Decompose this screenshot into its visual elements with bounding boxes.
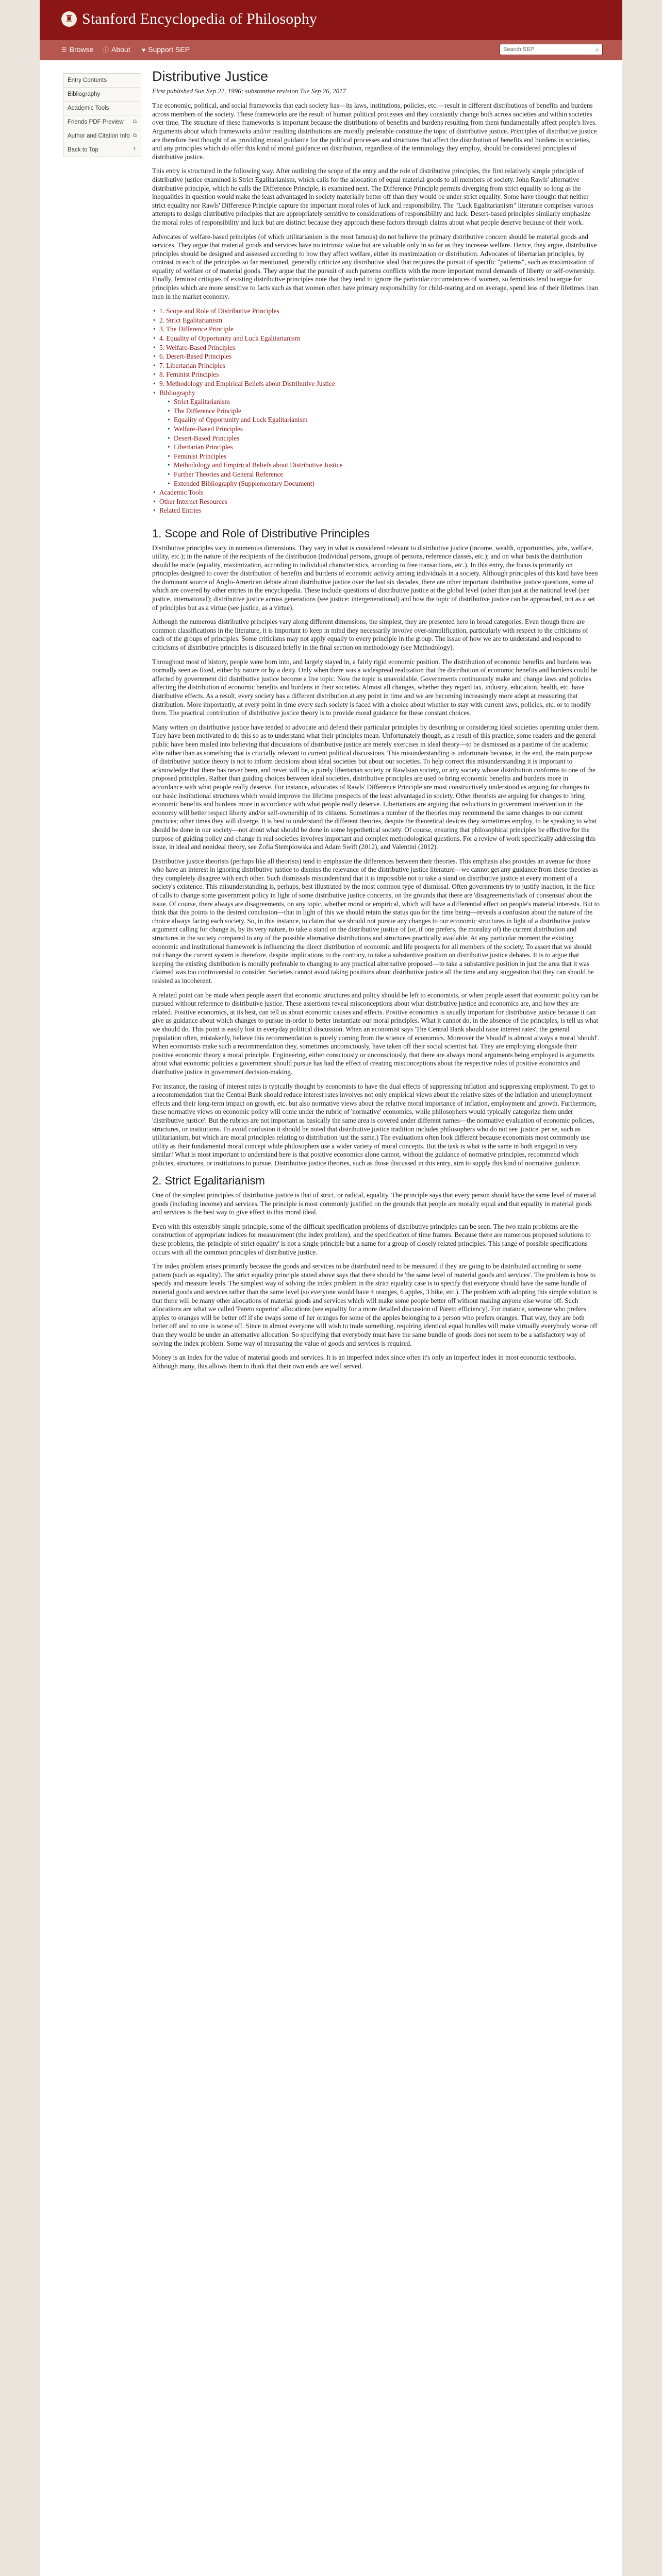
toc-sublink[interactable]: The Difference Principle bbox=[174, 406, 241, 415]
page-title: Distributive Justice bbox=[152, 69, 269, 84]
site-header bbox=[40, 0, 622, 40]
sidebar-item-back-to-top[interactable] bbox=[63, 143, 141, 157]
sidebar-item-citation-info[interactable] bbox=[63, 129, 141, 143]
toc-subitem bbox=[167, 415, 600, 425]
toc-item bbox=[152, 352, 600, 361]
toc-item bbox=[152, 334, 600, 343]
nav-bar bbox=[40, 40, 622, 60]
body-paragraph: Many writers on distributive justice have tended to advocate and defend their particular principles by describing or considering ideal societies operating under them. They have been motivated to do this so as to understand what their principles mean. Unfortunately though, as a result of this practice, some readers and the general public have been misled into believing that discussions of distributive justice are merely exercises in ideal theory—to be dismissed as a pastime of the academic elite rather than as something that is crucially relevant to current political discussions. This misunderstanding is unfortunate because, in the end, the main purpose of distributive justice theory is not to inform decisions about ideal societies but about our societies. To help correct this misunderstanding it is important to acknowledge that there has never been, and never will be, a purely libertarian society or Rawlsian society, or any society whose distribution conforms to one of the proposed principles. Rather than guiding choices between ideal societies, distributive principles are used to bring economic benefits and burdens more in accordance with what people really deserve. For instance, advocates of Rawls' Difference Principle are most constructively understood as arguing for changes to our basic institutional structures which would improve the lifetime prospects of the least advantaged in society. Other theorists are arguing for changes to bring economic benefits and burdens more in accordance with what people really deserve. Libertarians are arguing that reductions in government intervention in the economy will better respect liberty and/or self-ownership of its citizens. Sometimes a number of the theories may recommend the same changes to our current practices; other times they will diverge. It is best to understand the different theories, despite the theoretical devices they sometimes employ, to be speaking to what should be done in our society—not about what should be done in some hypothetical society. Of course, ensuring that philosophical principles be effective for the purpose of guiding policy and change in real societies involves important and complex methodological questions. For a review of work specifically addressing this issue, in ideal and nonideal theory, see Zofia Stemplowska and Adam Swift (2012), and Valentini (2012). bbox=[152, 723, 600, 851]
toc-item bbox=[152, 316, 600, 325]
table-of-contents bbox=[152, 307, 600, 515]
body-paragraph: Although the numerous distributive principles vary along different dimensions, the simplest, they are presented here in broad categories. Even though there are common classifications in the literature, it is important to keep in mind they necessarily involve over-simplification, particularly with respect to the criticisms of each of the groups of principles. Some criticisms may not apply equally to every principle in the group. The issue of how we are to understand and respond to criticisms of distributive principles is discussed briefly in the final section on methodology (see Methodology). bbox=[152, 618, 588, 652]
nav-browse-label: Browse bbox=[69, 45, 94, 54]
heart-icon: ♥ bbox=[142, 46, 146, 54]
sidebar-item-pdf-preview[interactable] bbox=[63, 115, 141, 129]
sidebar-item-label: Academic Tools bbox=[68, 105, 109, 111]
sidebar-item-entry-contents[interactable] bbox=[63, 74, 141, 88]
toc-link[interactable]: 8. Feminist Principles bbox=[159, 370, 219, 379]
toc-item bbox=[152, 307, 600, 316]
body-paragraph: Throughout most of history, people were born into, and largely stayed in, a fairly rigid economic position. The distribution of economic benefits and burdens was normally seen as fixed, either by nature or by a deity. Only when there was a widespread realization that the distribution of economic benefits and burdens could be affected by government did distributive justice become a live topic. Now the topic is unavoidable. Governments continuously make and change laws and policies affecting the distribution of economic benefits and burdens in their societies. Almost all changes, whether they regard tax, industry, education, health, etc. have distributive effects. As a result, every society has a different distribution at any point in time and we are becoming increasingly more adept at measuring that distribution. More importantly, at every point in time every such society is faced with a choice about whether to stay with current laws, policies, etc. or to modify them. The practical contribution of distributive justice theory is to provide moral guidance for these constant choices. bbox=[152, 657, 598, 717]
body-paragraph: Distributive justice theorists (perhaps like all theorists) tend to emphasize the differences between their theories. This emphasis also provides an avenue for those who have an interest in ignoring distributive justice to dismiss the relevance of the distributive justice literature—we cannot get any guidance from these theories as they completely disagree with each other. Such dismissals misunderstand that it is impossible not to take a stand on distributive justice at every moment of a society's existence. This misunderstanding is, perhaps, best illustrated by the most common type of dismissal. Often governments try to justify inaction, in the face of calls to change some government policy in light of some distributive justice concerns, on the grounds that there are 'disagreements/lack of consensus' about the issue. Of course, there always are disagreements, on any topic, whether moral or empirical, which will have a differential effect on people's material interests. But to think that this points to the desired conclusion—that in light of this we should retain the status quo for the time being—reveals a confusion about the nature of the choice always facing each society. So, in this instance, to claim that we should not pursue any changes to our economic structures in light of a distributive justice argument calling for change is, by its very nature, to take a stand on the distributive justice of (or, if one prefers, the morality of) the current distribution and structures in the society compared to any of the possible alternative distributions and structures practically available. At any particular moment the existing economic and institutional framework is influencing the direct distribution of economic and life prospects for all members of the society. To assert that we should not change the current system is therefore, despite implications to the contrary, to take a substantive position on distributive justice debates. It is to argue that keeping the existing distribution is morally preferable to changing to any practical alternative proposed—to take a substantive position in just the area that it was claimed was too controversial to consider. Societies cannot avoid taking positions about distributive justice all the time and any suggestion that they can should be resisted as incoherent. bbox=[152, 857, 600, 985]
sidebar-item-label: Author and Citation Info bbox=[68, 133, 130, 139]
toc-item bbox=[152, 497, 600, 506]
toc-link[interactable]: 3. The Difference Principle bbox=[159, 325, 234, 333]
toc-subitem bbox=[167, 434, 600, 443]
toc-item bbox=[152, 370, 600, 379]
toc-sublink[interactable]: Welfare-Based Principles bbox=[174, 425, 243, 433]
body-paragraph: Even with this ostensibly simple principle, some of the difficult specification problems of distributive principles can be seen. The two main problems are the construction of appropriate indices for measurement (the index problem), and the specification of time frames. Because there are numerous proposed solutions to these problems, the 'principle of strict equality' is not a single principle but a name for a group of closely related principles. This range of possible specifications occurs with all the common principles of distributive justice. bbox=[152, 1222, 591, 1256]
toc-subitem bbox=[167, 443, 600, 452]
sidebar-item-label: Bibliography bbox=[68, 91, 101, 97]
toc-sublist bbox=[159, 397, 600, 488]
sidebar-item-label: Entry Contents bbox=[68, 77, 107, 83]
search-placeholder: Search SEP bbox=[503, 46, 534, 53]
body-paragraph: Distributive principles vary in numerous dimensions. They vary in what is considered relevant to distributive justice (income, wealth, opportunities, jobs, welfare, utility, etc.); in the nature of the recipients of the distribution (individual persons, groups of persons, reference classes, etc.); and on what basis the distribution should be made (equality, maximization, according to individual characteristics, according to free transactions, etc.). In this entry, the focus is primarily on principles designed to cover the distribution of benefits and burdens of economic activity among individuals in a society. Although principles of this kind have been the dominant source of Anglo-American debate about distributive justice over the last six decades, there are other important distributive justice questions, some of which are covered by other entries in the encyclopedia. These include questions of distributive justice at the global level (other than just at the national level (see justice, international); distributive justice across generations (see justice: intergenerational) and how the topic of distributive justice can be approached, not as a set of principles but as a virtue (see justice, as a virtue). bbox=[152, 544, 598, 612]
sidebar-item-bibliography[interactable] bbox=[63, 88, 141, 101]
nav-about-label: About bbox=[111, 45, 130, 54]
toc-sublink[interactable]: Further Theories and General Reference bbox=[174, 470, 284, 478]
toc-link[interactable]: Other Internet Resources bbox=[159, 497, 227, 505]
page-frame bbox=[40, 0, 622, 2576]
sep-logo-icon[interactable]: ♜ bbox=[61, 11, 77, 27]
article-main bbox=[152, 69, 600, 1376]
toc-item bbox=[152, 388, 600, 488]
arrow-up-icon: ⇡ bbox=[132, 147, 137, 152]
nav-browse[interactable] bbox=[61, 45, 93, 54]
section-heading: 1. Scope and Role of Distributive Principles bbox=[152, 527, 370, 540]
toc-link[interactable]: 5. Welfare-Based Principles bbox=[159, 343, 236, 351]
toc-link[interactable]: 9. Methodology and Empirical Beliefs about Distributive Justice bbox=[159, 380, 335, 387]
toc-item bbox=[152, 488, 600, 497]
section-heading: 2. Strict Egalitarianism bbox=[152, 1174, 265, 1188]
external-link-icon: ⧉ bbox=[133, 133, 137, 139]
sidebar-item-academic-tools[interactable] bbox=[63, 101, 141, 115]
toc-link[interactable]: 7. Libertarian Principles bbox=[159, 361, 225, 369]
toc-subitem bbox=[167, 425, 600, 434]
toc-item bbox=[152, 506, 600, 515]
toc-sublink[interactable]: Desert-Based Principles bbox=[174, 434, 240, 442]
body-paragraph: Money is an index for the value of material goods and services. It is an imperfect index since often it's only an imperfect index in most economic textbooks. Although many, this allows them to think that their own ends are well served. bbox=[152, 1353, 577, 1370]
toc-sublink[interactable]: Feminist Principles bbox=[174, 452, 227, 460]
info-icon: ⓘ bbox=[103, 46, 109, 54]
toc-link[interactable]: Related Entries bbox=[159, 506, 201, 515]
toc-subitem bbox=[167, 406, 600, 416]
sidebar-item-label: Friends PDF Preview bbox=[68, 119, 124, 125]
toc-subitem bbox=[167, 470, 600, 479]
toc-sublink[interactable]: Methodology and Empirical Beliefs about Distributive Justice bbox=[174, 461, 343, 469]
body-paragraph: A related point can be made when people assert that economic structures and policy should be left to economists, or when people assert that economic policy can be pursued without reference to distributive justice. These assertions reveal misconceptions about what distributive justice and economics are, and how they are related. Positive economics, at its best, can tell us about economic causes and effects. Positive economics is usually important for distributive justice because it can give us guidance about which changes to pursue in-order to better instantiate our moral principles. What it cannot do, in the absence of the principles, is tell us what we should do. This point is easily lost in everyday political discussion. When an economist says 'The Central Bank should raise interest rates', the general population often, mistakenly, believe this recommendation is purely coming from the science of economics. Moreover the 'should' is almost always a moral 'should'. When economists make such a recommendation they, sometimes unconsciously, have taken off their social scientist hat. They are employing alongside their positive economic theory a moral principle. Engineering, either consciously or unconsciously, that there are always moral arguments being employed is arguments about what economic policies a government should pursue has had the effect of creating misconceptions about the respective roles of positive economics and distributive justice in government decision-making. bbox=[152, 991, 600, 1076]
toc-item bbox=[152, 343, 600, 352]
intro-paragraph: The economic, political, and social frameworks that each society has—its laws, institutions, policies, etc.—result in different distributions of benefits and burdens across members of the society. These frameworks are the result of human political processes and they constantly change both across societies and within societies over time. The structure of these frameworks is important because the distributions of benefits and burdens resulting from them fundamentally affect people's lives. Arguments about which frameworks and/or resulting distributions are morally preferable constitute the topic of distributive justice. Principles of distributive justice are therefore best thought of as providing moral guidance for the political processes and structures that affect the distribution of benefits and burdens in societies, and any principles which do offer this kind of moral guidance on distribution, regardless of the terminology they employ, should be considered principles of distributive justice. bbox=[152, 101, 597, 161]
nav-support-label: Support SEP bbox=[148, 45, 190, 54]
publication-info: First published Sun Sep 22, 1996; substantive revision Tue Sep 26, 2017 bbox=[152, 87, 346, 95]
external-link-icon: ⧉ bbox=[133, 119, 137, 125]
toc-sublink[interactable]: Extended Bibliography (Supplementary Document) bbox=[174, 479, 315, 487]
sidebar-item-label: Back to Top bbox=[68, 147, 98, 153]
toc-subitem bbox=[167, 461, 600, 470]
toc-link[interactable]: 4. Equality of Opportunity and Luck Egalitarianism bbox=[159, 334, 300, 343]
toc-item bbox=[152, 361, 600, 370]
site-title[interactable]: Stanford Encyclopedia of Philosophy bbox=[82, 10, 318, 27]
browse-icon: ☰ bbox=[61, 46, 67, 54]
sidebar bbox=[63, 73, 141, 157]
body-paragraph: The index problem arises primarily because the goods and services to be distributed need to be measured if they are going to be distributed according to some pattern (such as equality). The strict equality principle stated above says that there should be 'the same level of material goods and services'. The problem is how to specify and measure levels. The simplest way of solving the index problem in the strict equality case is to specify that everyone should have the same bundle of material goods and services rather than the same level (so everyone would have 4 oranges, 6 apples, 3 bike, etc.). The problem with adopting this simple solution is that there will be many other allocations of material goods and services which will make some people better off without making anyone else worse off. Such allocations are what we called 'Pareto superior' allocations (see equality for a more detailed discussion of Pareto efficiency). For instance, someone who prefers apples to oranges will be better off if she swaps some of her oranges for some of the apples belonging to a person who prefers oranges. That way, they are both better off and no one is worse off. Since in almost everyone will wish to trade something, requiring identical equal bundles will make virtually everybody worse off than they would be under an alternative allocation. So specifying that everybody must have the same bundle of goods does not seem to be a satisfactory way of solving the index problem. Some way of measuring the value of goods and services is required. bbox=[152, 1262, 598, 1347]
toc-item bbox=[152, 379, 600, 388]
intro-paragraph: This entry is structured in the following way. After outlining the scope of the entry and the role of distributive principles, the first relatively simple principle of distributive justice examined is Strict Egalitarianism, which calls for the allocation of equal material goods to all members of society. John Rawls' alternative distributive principle, which he calls the Difference Principle, is examined next. The Difference Principle permits diverging from strict equality so long as the inequalities in question would make the least advantaged in society materially better off than they would be under strict equality. Some have thought that neither strict equality nor Rawls' Difference Principle capture the important moral roles of luck and responsibility. The "Luck Egalitarianism" literature comprises various attempts to design distributive principles that are appropriately sensitive to considerations of responsibility and luck. Desert-based principles similarly emphasize the moral roles of responsibility and luck but are distinct because they approach these factors through claims about what people deserve because of their work. bbox=[152, 167, 593, 226]
nav-support[interactable] bbox=[142, 45, 190, 54]
toc-link[interactable]: Bibliography bbox=[159, 388, 195, 397]
toc-sublink[interactable]: Equality of Opportunity and Luck Egalitarianism bbox=[174, 416, 308, 424]
toc-subitem bbox=[167, 397, 600, 406]
body-paragraph: One of the simplest principles of distributive justice is that of strict, or radical, equality. The principle says that every person should have the same level of material goods (including income) and services. The principle is most commonly justified on the grounds that people are morally equal and that equality in material goods and services is the best way to give effect to this moral ideal. bbox=[152, 1191, 596, 1216]
nav-about[interactable] bbox=[103, 45, 130, 54]
toc-subitem bbox=[167, 479, 600, 488]
toc-sublink[interactable]: Libertarian Principles bbox=[174, 443, 233, 451]
toc-link[interactable]: 1. Scope and Role of Distributive Principles bbox=[159, 307, 279, 315]
toc-item bbox=[152, 325, 600, 334]
body-paragraph: For instance, the raising of interest rates is typically thought by economists to have the dual effects of suppressing inflation and suppressing employment. To get to a recommendation that the Central Bank should reduce interest rates involves not only empirical views about the relative sizes of the inflation and unemployment effects and their long-term impact on growth, etc. but also normative views about the relative moral importance of inflation, employment and growth. Furthermore, these normative views on economic policy will come under the rubric of 'normative' economics, while philosophers would typically categorize them under 'distributive justice'. But the rubrics are not important as basically the same area is covered under different names—the normative evaluation of economic policies, structures, or institutions. To avoid confusion it should be noted that distributive justice tradition includes philosophers who do not see 'justice' per se, such as utilitarianism, but which are moral principles relating to distribution just the same.) The evaluations often look different because economists most commonly use utility as their fundamental moral concept while philosophers use a wider variety of moral concepts. But the task is what is the same in both engaged in very similar! What is most important to understand here is that positive economics alone cannot, without the guidance of normative principles, recommend which policies, structures, or institutions to pursue. Distributive justice theories, such as those discussed in this entry, aim to supply this kind of normative guidance. bbox=[152, 1082, 597, 1167]
search-icon[interactable]: ⌕ bbox=[595, 46, 599, 53]
toc-subitem bbox=[167, 452, 600, 461]
toc-sublink[interactable]: Strict Egalitarianism bbox=[174, 398, 230, 406]
intro-paragraph: Advocates of welfare-based principles (of which utilitarianism is the most famous) do not believe the primary distributive concern should be material goods and services. They argue that material goods and services have no intrinsic value but are valuable only in so far as they increase welfare. Hence, they argue, distributive principles should be designed and assessed according to how they affect welfare, either its maximization or distribution. Advocates of libertarian principles, by contrast in each of the principles so far mentioned, generally criticize any distributive ideal that requires the pursuit of specific "patterns", such as maximization of equality of welfare or of material goods. They argue that the pursuit of such patterns conflicts with the more important moral demands of liberty or self-ownership. Finally, feminist critiques of existing distributive principles note that they tend to ignore the particular circumstances of women, so feminists tend to argue for principles which are more sensitive to facts such as that women often have primary responsibility for child-rearing and on average, spend less of their lifetimes than men in the market economy. bbox=[152, 232, 598, 300]
toc-link[interactable]: Academic Tools bbox=[159, 488, 204, 497]
search-input[interactable] bbox=[500, 44, 603, 55]
toc-link[interactable]: 6. Desert-Based Principles bbox=[159, 352, 232, 361]
toc-link[interactable]: 2. Strict Egalitarianism bbox=[159, 316, 222, 324]
